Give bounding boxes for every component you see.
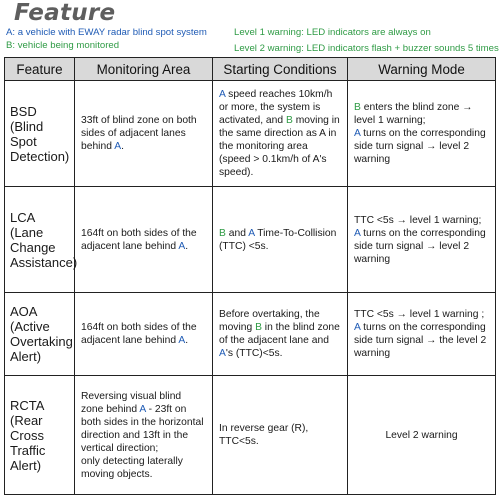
vehicle-b-label: B xyxy=(219,227,226,239)
cell-text: . xyxy=(121,141,124,153)
vehicle-a-label: A xyxy=(114,141,122,153)
monitoring-area-cell xyxy=(75,293,213,376)
vehicle-a-label: A xyxy=(219,348,226,360)
level-1-description: Level 1 warning: LED indicators are always on xyxy=(234,27,431,38)
vehicle-a-label: A xyxy=(178,240,186,252)
cell-text: and xyxy=(225,227,249,239)
cell-text: turns on the corresponding side turn signal → level 2 warning xyxy=(354,128,486,166)
cell-text: speed reaches 10km/h or more, the system is activated, and xyxy=(219,89,333,127)
feature-cell: LCA (Lane Change Assistance) xyxy=(5,187,75,293)
header-warning-mode: Warning Mode xyxy=(348,58,496,81)
table-row xyxy=(5,187,496,293)
cell-text: - 23ft on both sides in the horizontal direction and 13ft in the vertical direction; xyxy=(81,403,204,454)
monitoring-area-cell xyxy=(75,187,213,293)
cell-text: 164ft on both sides of the adjacent lane behind xyxy=(81,227,197,252)
cell-text: Before overtaking, the moving xyxy=(219,309,320,334)
cell-text: 33ft of blind zone on both sides of adjacent lanes behind xyxy=(81,115,197,153)
starting-conditions-cell xyxy=(213,187,348,293)
vehicle-a-label: A xyxy=(178,335,186,347)
vehicle-a-label: A xyxy=(354,128,361,140)
cell-text: In reverse gear (R), TTC<5s. xyxy=(219,423,309,448)
cell-text: TTC <5s → level 1 warning ; xyxy=(354,309,485,321)
table-row xyxy=(5,81,496,187)
warning-levels-legend xyxy=(234,26,499,58)
cell-text: turns on the corresponding side turn signal → level 2 warning xyxy=(354,227,486,265)
monitoring-area-cell xyxy=(75,81,213,187)
vehicle-a-label: A xyxy=(139,403,146,415)
warning-mode-cell xyxy=(348,293,496,376)
vehicle-b-label: B xyxy=(354,102,361,114)
cell-text: . xyxy=(185,335,189,347)
header-starting-conditions: Starting Conditions xyxy=(213,58,348,81)
legend-vehicle-b: B: vehicle being monitored xyxy=(6,40,120,51)
header-monitoring-area: Monitoring Area xyxy=(75,58,213,81)
feature-cell: BSD (Blind Spot Detection) xyxy=(5,81,75,187)
cell-text: . xyxy=(185,240,189,252)
warning-mode-cell xyxy=(348,81,496,187)
warning-mode-cell xyxy=(348,376,496,495)
vehicle-legend xyxy=(6,26,207,52)
cell-text: enters the blind zone → level 1 warning; xyxy=(354,102,473,127)
starting-conditions-cell xyxy=(213,376,348,495)
cell-text: Time-To-Collision (TTC) <5s. xyxy=(219,227,337,252)
table-row xyxy=(5,293,496,376)
warning-mode-cell xyxy=(348,187,496,293)
starting-conditions-cell xyxy=(213,293,348,376)
feature-cell: AOA (Active Overtaking Alert) xyxy=(5,293,75,376)
vehicle-b-label: B xyxy=(285,115,293,127)
cell-text: only detecting laterally moving objects. xyxy=(81,455,183,480)
table-header-row xyxy=(5,58,496,81)
cell-text: TTC <5s → level 1 warning; xyxy=(354,214,482,226)
cell-text: in the blind zone of the adjacent lane and xyxy=(219,322,340,347)
level-2-description: Level 2 warning: LED indicators flash + buzzer sounds 5 times xyxy=(234,43,499,54)
feature-cell: RCTA (Rear Cross Traffic Alert) xyxy=(5,376,75,495)
cell-text: Level 2 warning xyxy=(385,429,458,441)
monitoring-area-cell xyxy=(75,376,213,495)
page-title: Feature xyxy=(14,0,116,26)
table-row xyxy=(5,376,496,495)
header-feature: Feature xyxy=(5,58,75,81)
vehicle-a-label: A xyxy=(354,227,361,239)
vehicle-a-label: A xyxy=(354,322,361,334)
legend-vehicle-a: A: a vehicle with EWAY radar blind spot system xyxy=(6,27,207,38)
cell-text: Reversing visual blind zone behind xyxy=(81,390,182,415)
vehicle-b-label: B xyxy=(255,322,262,334)
feature-table xyxy=(4,57,496,495)
starting-conditions-cell xyxy=(213,81,348,187)
cell-text: 164ft on both sides of the adjacent lane behind xyxy=(81,322,197,347)
vehicle-a-label: A xyxy=(219,89,226,101)
vehicle-a-label: A xyxy=(248,227,255,239)
cell-text: moving in the same direction as A in the monitoring area (speed > 0.1km/h of A's speed). xyxy=(219,115,340,179)
cell-text: 's (TTC)<5s. xyxy=(225,348,283,360)
cell-text: turns on the corresponding side turn signal → the level 2 warning xyxy=(354,322,487,360)
